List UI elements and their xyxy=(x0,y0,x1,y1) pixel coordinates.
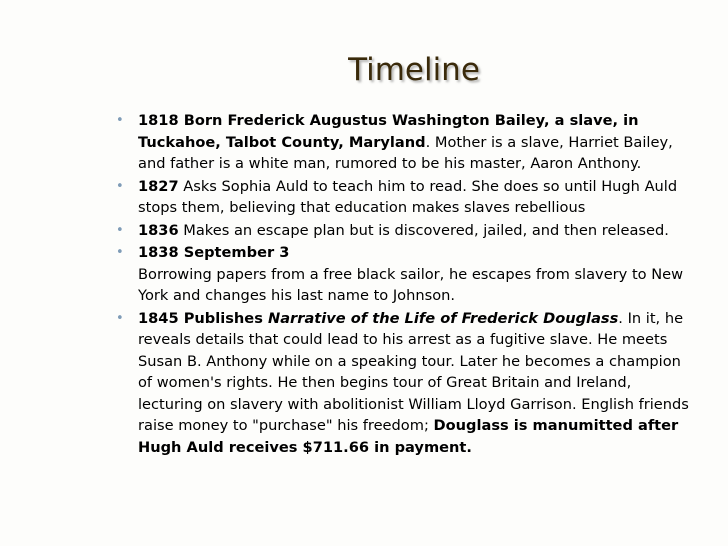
timeline-list xyxy=(116,110,696,459)
slide-title: Timeline xyxy=(348,52,480,88)
bullet-icon: • xyxy=(116,178,124,194)
item-text: Makes an escape plan but is discovered, jailed, and then released. xyxy=(178,221,669,239)
item-heading: 1845 Publishes xyxy=(138,309,268,327)
item-text: Asks Sophia Auld to teach him to read. She does so until Hugh Auld stops them, believing that education makes slaves rebellious xyxy=(138,177,678,216)
item-text: . Mother is a slave, Harriet Bailey, and father is a white man, rumored to be his master, Aaron Anthony. xyxy=(138,133,673,172)
bullet-icon: • xyxy=(116,113,124,128)
item-heading: 1818 Born Frederick Augustus Washington Bailey, a slave, in Tuckahoe, Talbot County, Maryland xyxy=(138,112,639,151)
bullet-icon: • xyxy=(116,245,124,260)
timeline-item-1838 xyxy=(116,242,696,307)
bullet-icon: • xyxy=(116,310,124,326)
bullet-icon: • xyxy=(116,222,124,238)
timeline-item-1845 xyxy=(116,308,696,459)
timeline-item-1818 xyxy=(116,110,696,175)
item-heading: 1838 September 3 xyxy=(138,244,290,261)
item-conclusion: Douglass is manumitted after Hugh Auld receives $711.66 in payment. xyxy=(138,417,679,456)
item-text: . In it, he reveals details that could lead to his arrest as a fugitive slave. He meets Susan B. Anthony while on a speaking tour. Later he becomes a champion of women's rights. He then begins tour of Great Britain and Ireland, lecturing on slavery with abolitionist William Lloyd Garrison. English friends raise money to "purchase" his freedom; xyxy=(138,309,689,434)
book-title: Narrative of the Life of Frederick Douglass xyxy=(267,309,619,327)
item-text: Borrowing papers from a free black sailor, he escapes from slavery to New York and changes his last name to Johnson. xyxy=(138,265,684,304)
timeline-item-1827 xyxy=(116,176,696,219)
item-heading: 1836 xyxy=(138,221,179,239)
timeline-item-1836 xyxy=(116,220,696,242)
item-heading: 1827 xyxy=(138,177,179,195)
